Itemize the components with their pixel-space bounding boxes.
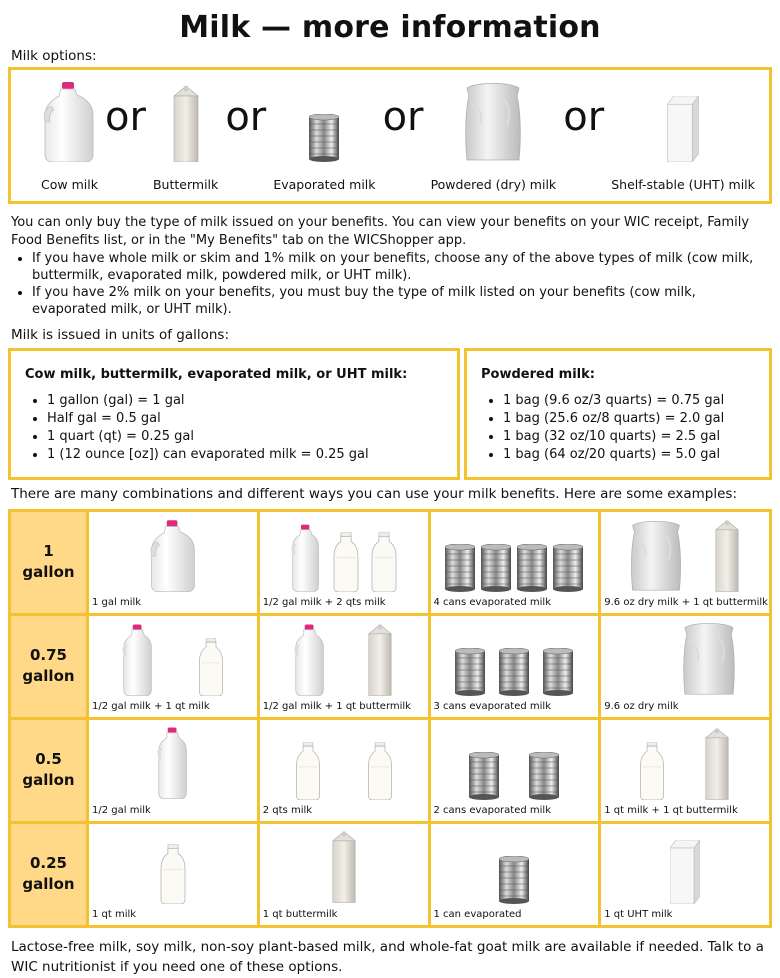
can-image: [445, 544, 475, 592]
bullet-item: • If you have whole milk or skim and 1% milk on your benefits, choose any of the above types of milk (cow milk, buttermilk, evaporated milk, powdered milk, or UHT milk).: [32, 250, 769, 284]
half-gallon-jug-image: [294, 624, 326, 696]
option-uht-milk: [611, 80, 755, 194]
table-row: [10, 510, 771, 614]
combo-cell: [600, 614, 771, 718]
combo-cell: [429, 510, 600, 614]
option-label: Cow milk: [41, 177, 98, 193]
combo-cell: [600, 510, 771, 614]
row-header: 1 gallon: [10, 510, 88, 614]
combo-caption: 1/2 gal milk + 1 qt milk: [92, 701, 210, 713]
combo-caption: 1 qt UHT milk: [604, 909, 673, 921]
can-image: [455, 648, 485, 696]
quart-bottle-image: [295, 742, 321, 800]
table-row: [10, 718, 771, 822]
combo-cell: [429, 822, 600, 926]
option-buttermilk: [153, 80, 218, 194]
options-label: Milk options:: [11, 48, 97, 64]
combo-cell: [258, 822, 429, 926]
unit-item: • 1 bag (64 oz/20 quarts) = 5.0 gal: [503, 446, 757, 464]
milk-options-box: [8, 67, 772, 204]
or-word: or: [563, 94, 605, 141]
units-heading: Powdered milk:: [481, 367, 595, 383]
milk-jug-image: [148, 520, 198, 592]
combo-caption: 1 qt buttermilk: [262, 909, 338, 921]
carton-image: [713, 520, 741, 592]
can-image: [517, 544, 547, 592]
combo-cell: [88, 822, 259, 926]
half-gallon-jug-image: [157, 726, 189, 800]
can-image: [553, 544, 583, 592]
combos-label: There are many combinations and different ways you can use your milk benefits. Here are some examples:: [11, 486, 737, 503]
can-image: [469, 752, 499, 800]
can-image: [499, 856, 529, 904]
combo-caption: 1/2 gal milk + 2 qts milk: [262, 597, 386, 609]
page-title: Milk — more information: [179, 10, 601, 45]
unit-item: • 1 bag (9.6 oz/3 quarts) = 0.75 gal: [503, 392, 757, 410]
combo-caption: 2 cans evaporated milk: [433, 805, 551, 817]
combo-caption: 1 qt milk + 1 qt buttermilk: [604, 805, 738, 817]
unit-item: • 1 quart (qt) = 0.25 gal: [47, 428, 445, 446]
combo-caption: 9.6 oz dry milk + 1 qt buttermilk: [604, 597, 768, 609]
benefit-bullets: [32, 250, 769, 318]
option-evaporated-milk: [273, 80, 375, 194]
option-powdered-milk: [431, 80, 557, 194]
quart-bottle-image: [371, 532, 397, 592]
combinations-table: [8, 509, 772, 928]
units-box-liquid: [8, 348, 460, 480]
quart-bottle-image: [198, 638, 224, 696]
row-header: 0.25 gallon: [10, 822, 88, 926]
option-label: Evaporated milk: [273, 177, 376, 193]
units-label: Milk is issued in units of gallons:: [11, 327, 229, 344]
combo-cell: [88, 718, 259, 822]
quart-bottle-image: [333, 532, 359, 592]
half-gallon-jug-image: [291, 524, 321, 592]
quart-bottle-image: [160, 844, 186, 904]
combo-cell: [429, 614, 600, 718]
option-label: Powdered (dry) milk: [430, 177, 557, 193]
unit-item: • 1 bag (32 oz/10 quarts) = 2.5 gal: [503, 428, 757, 446]
combo-caption: 1 qt milk: [92, 909, 137, 921]
can-image: [481, 544, 511, 592]
units-heading: Cow milk, buttermilk, evaporated milk, or UHT milk:: [25, 367, 408, 383]
row-header: 0.5 gallon: [10, 718, 88, 822]
can-image: [499, 648, 529, 696]
powder-bag-image: [681, 622, 737, 696]
combo-cell: [600, 718, 771, 822]
intro-section: [8, 214, 772, 318]
quart-bottle-image: [367, 742, 393, 800]
combo-cell: [88, 510, 259, 614]
option-cow-milk: [41, 80, 98, 194]
unit-item: • 1 (12 ounce [oz]) can evaporated milk = 0.25 gal: [47, 446, 445, 464]
milk-jug-image: [41, 82, 97, 162]
powder-bag-image: [463, 82, 523, 162]
unit-item: • 1 bag (25.6 oz/8 quarts) = 2.0 gal: [503, 410, 757, 428]
or-word: or: [105, 94, 146, 141]
combo-caption: 9.6 oz dry milk: [604, 701, 679, 713]
combo-cell: [600, 822, 771, 926]
table-row: [10, 822, 771, 926]
carton-image: [330, 830, 358, 904]
combo-caption: 2 qts milk: [262, 805, 313, 817]
combo-caption: 1 can evaporated: [433, 909, 522, 921]
units-boxes: [8, 348, 772, 480]
half-gallon-jug-image: [122, 624, 154, 696]
combo-caption: 1 gal milk: [92, 597, 142, 609]
uht-carton-image: [670, 840, 700, 904]
intro-text: You can only buy the type of milk issued on your benefits. You can view your benefits on your WIC receipt, Family Food Benefits list, or in the "My Benefits" tab on the WICShopper app.: [11, 215, 750, 249]
or-word: or: [382, 94, 424, 141]
row-header: 0.75 gallon: [10, 614, 88, 718]
can-image: [529, 752, 559, 800]
option-label: Shelf-stable (UHT) milk: [611, 177, 755, 193]
quart-bottle-image: [639, 742, 665, 800]
combo-caption: 3 cans evaporated milk: [433, 701, 551, 713]
can-image: [543, 648, 573, 696]
carton-image: [366, 624, 394, 696]
can-image: [309, 114, 339, 162]
combo-cell: [258, 718, 429, 822]
table-row: [10, 614, 771, 718]
carton-image: [171, 86, 201, 162]
combo-cell: [258, 614, 429, 718]
unit-item: • Half gal = 0.5 gal: [47, 410, 445, 428]
combo-cell: [429, 718, 600, 822]
option-label: Buttermilk: [152, 177, 219, 193]
combo-caption: 1/2 gal milk: [92, 805, 151, 817]
powder-bag-image: [629, 520, 683, 592]
combo-caption: 1/2 gal milk + 1 qt buttermilk: [262, 701, 411, 713]
combo-caption: 4 cans evaporated milk: [433, 597, 551, 609]
footer-note: Lactose-free milk, soy milk, non-soy plant-based milk, and whole-fat goat milk are available if needed. Talk to a WIC nutritionist if you need one of these options.: [11, 938, 764, 975]
bullet-item: • If you have 2% milk on your benefits, you must buy the type of milk listed on your benefits (cow milk, evaporated milk, or UHT milk).: [32, 284, 769, 318]
units-box-powdered: [464, 348, 772, 480]
uht-carton-image: [667, 96, 699, 162]
or-word: or: [225, 94, 267, 141]
combo-cell: [88, 614, 259, 718]
combo-cell: [258, 510, 429, 614]
unit-item: • 1 gallon (gal) = 1 gal: [47, 392, 445, 410]
carton-image: [703, 728, 731, 800]
